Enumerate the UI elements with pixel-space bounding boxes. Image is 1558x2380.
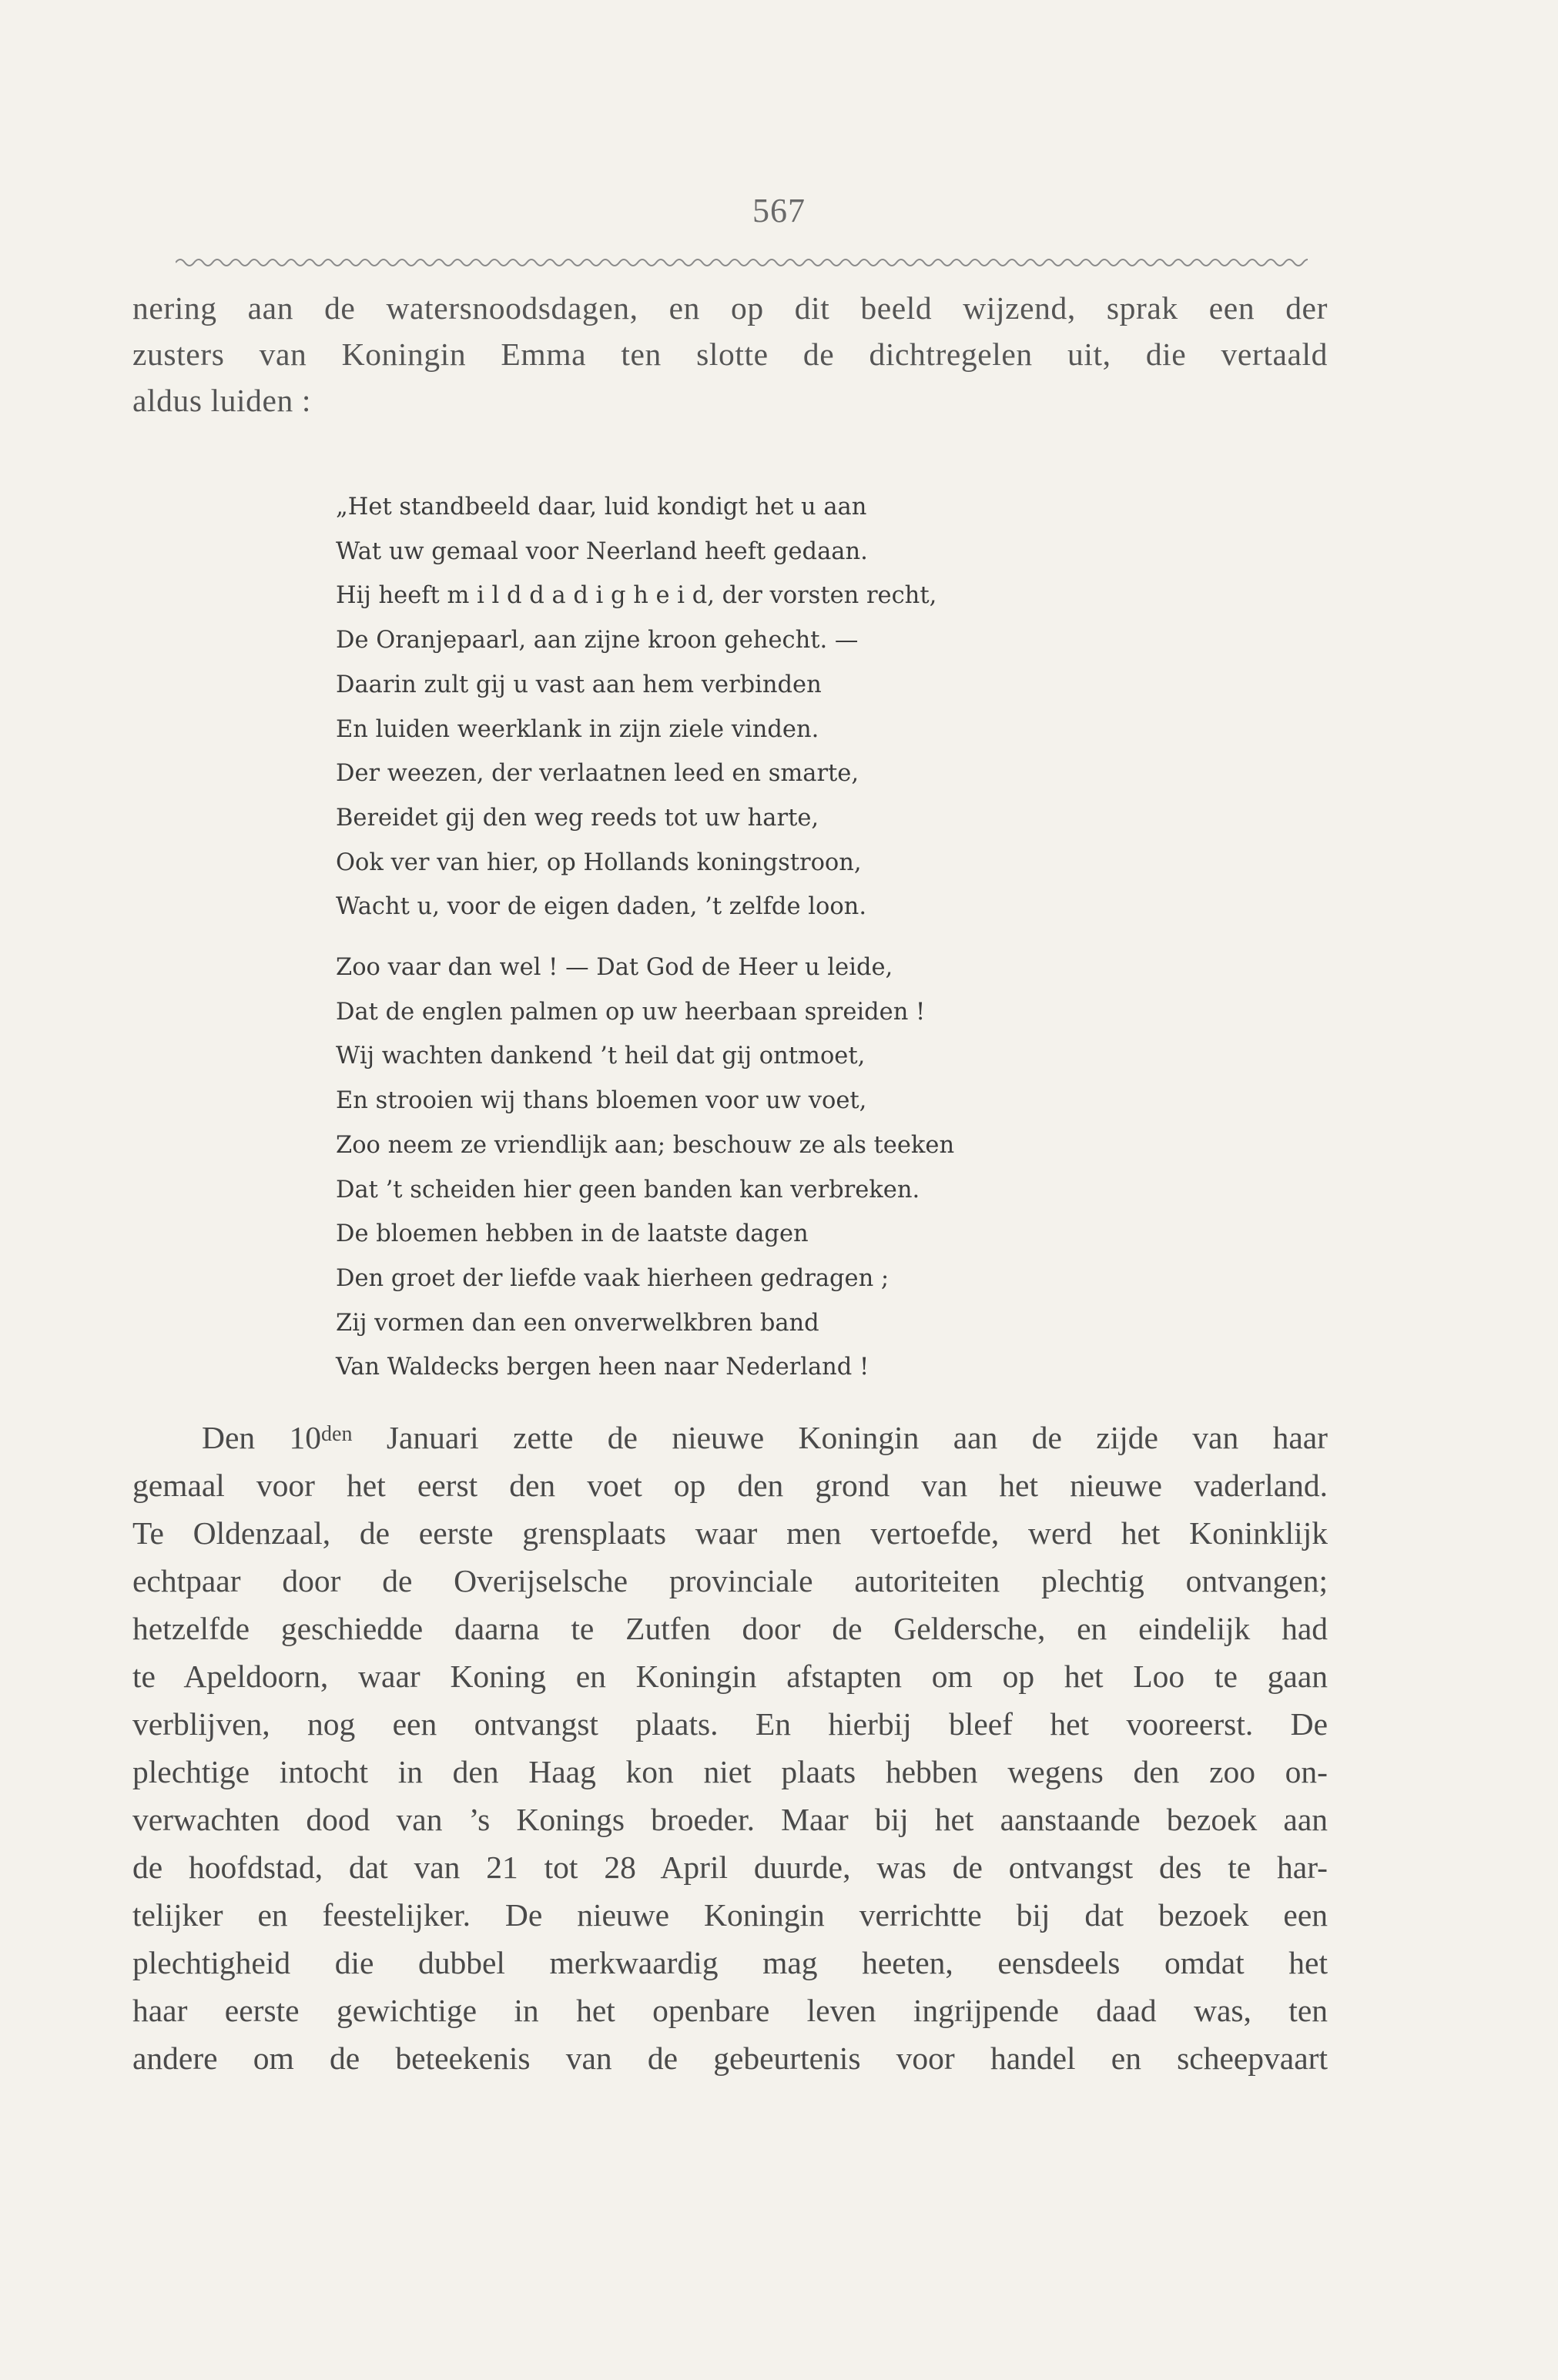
poem-line: Wij wachten dankend ’t heil dat gij ontmoet,	[336, 1043, 866, 1070]
narrative-line: plechtige intocht in den Haag kon niet plaats hebben wegens den zoo on-	[132, 1754, 1328, 1789]
poem-line: Zij vormen dan een onverwelkbren band	[336, 1309, 819, 1337]
poem-line: Van Waldecks bergen heen naar Nederland !	[336, 1354, 869, 1381]
narrative-first-rest: Januari zette de nieuwe Koningin aan de zijde van haar	[352, 1420, 1328, 1455]
narrative-line: plechtigheid die dubbel merkwaardig mag heeten, eensdeels omdat het	[132, 1945, 1328, 1980]
narrative-line: haar eerste gewichtige in het openbare leven ingrijpende daad was, ten	[132, 1993, 1328, 2028]
intro-line: zusters van Koningin Emma ten slotte de dichtregelen uit, die vertaald	[132, 336, 1328, 372]
decorative-wavy-rule	[176, 254, 1308, 271]
narrative-line: telijker en feestelijker. De nieuwe Koningin verrichtte bij dat bezoek een	[132, 1897, 1328, 1933]
poem-line: Zoo vaar dan wel ! — Dat God de Heer u leide,	[336, 954, 893, 981]
narrative-line: andere om de beteekenis van de gebeurtenis voor handel en scheepvaart	[132, 2040, 1328, 2076]
narrative-line: echtpaar door de Overijselsche provinciale autoriteiten plechtig ontvangen;	[132, 1563, 1328, 1598]
narrative-paragraph	[132, 1411, 1328, 2082]
poem-line: Der weezen, der verlaatnen leed en smarte,	[336, 760, 859, 788]
poem-line: Den groet der liefde vaak hierheen gedragen ;	[336, 1264, 890, 1292]
narrative-first-line	[132, 1411, 1328, 1461]
poem-line: En luiden weerklank in zijn ziele vinden.	[336, 715, 819, 743]
poem-line: Ook ver van hier, op Hollands koningstroon,	[336, 849, 862, 876]
poem-line: Zoo neem ze vriendlijk aan; beschouw ze als teeken	[336, 1131, 955, 1159]
poem-line: Wacht u, voor de eigen daden, ’t zelfde loon.	[336, 893, 867, 921]
poem-line: Wat uw gemaal voor Neerland heeft gedaan.	[336, 537, 868, 565]
narrative-line: verblijven, nog een ontvangst plaats. En hierbij bleef het vooreerst. De	[132, 1706, 1328, 1742]
poem-line: „Het standbeeld daar, luid kondigt het u aan	[336, 494, 867, 521]
ordinal-suffix: den	[321, 1422, 353, 1446]
poem-line: De Oranjepaarl, aan zijne kroon gehecht. —	[336, 627, 859, 654]
poem-line: Dat ’t scheiden hier geen banden kan verbreken.	[336, 1176, 920, 1203]
intro-line: nering aan de watersnoodsdagen, en op dit beeld wijzend, sprak een der	[132, 290, 1328, 326]
intro-line: aldus luiden :	[132, 383, 312, 418]
narrative-line: Te Oldenzaal, de eerste grensplaats waar men vertoefde, werd het Koninklijk	[132, 1515, 1328, 1551]
narrative-line: te Apeldoorn, waar Koning en Koningin afstapten om op het Loo te gaan	[132, 1659, 1328, 1694]
poem-line: Dat de englen palmen op uw heerbaan spreiden !	[336, 998, 926, 1026]
poem-stanza-1	[336, 485, 1229, 929]
narrative-line: gemaal voor het eerst den voet op den grond van het nieuwe vaderland.	[132, 1468, 1328, 1503]
intro-paragraph	[132, 285, 1328, 423]
poem-line: En strooien wij thans bloemen voor uw voet,	[336, 1087, 867, 1115]
narrative-first-prefix: Den 10	[202, 1420, 322, 1455]
poem-line: De bloemen hebben in de laatste dagen	[336, 1220, 809, 1248]
page-number: 567	[752, 192, 806, 229]
narrative-line: de hoofdstad, dat van 21 tot 28 April duurde, was de ontvangst des te har-	[132, 1849, 1328, 1885]
poem-line: Bereidet gij den weg reeds tot uw harte,	[336, 804, 819, 832]
poem-stanza-2	[336, 946, 1229, 1390]
poem-line: Daarin zult gij u vast aan hem verbinden	[336, 671, 822, 698]
narrative-line: verwachten dood van ’s Konings broeder. Maar bij het aanstaande bezoek aan	[132, 1802, 1328, 1837]
poem-line: Hij heeft m i l d d a d i g h e i d, der vorsten recht,	[336, 582, 937, 610]
narrative-line: hetzelfde geschiedde daarna te Zutfen door de Geldersche, en eindelijk had	[132, 1611, 1328, 1646]
